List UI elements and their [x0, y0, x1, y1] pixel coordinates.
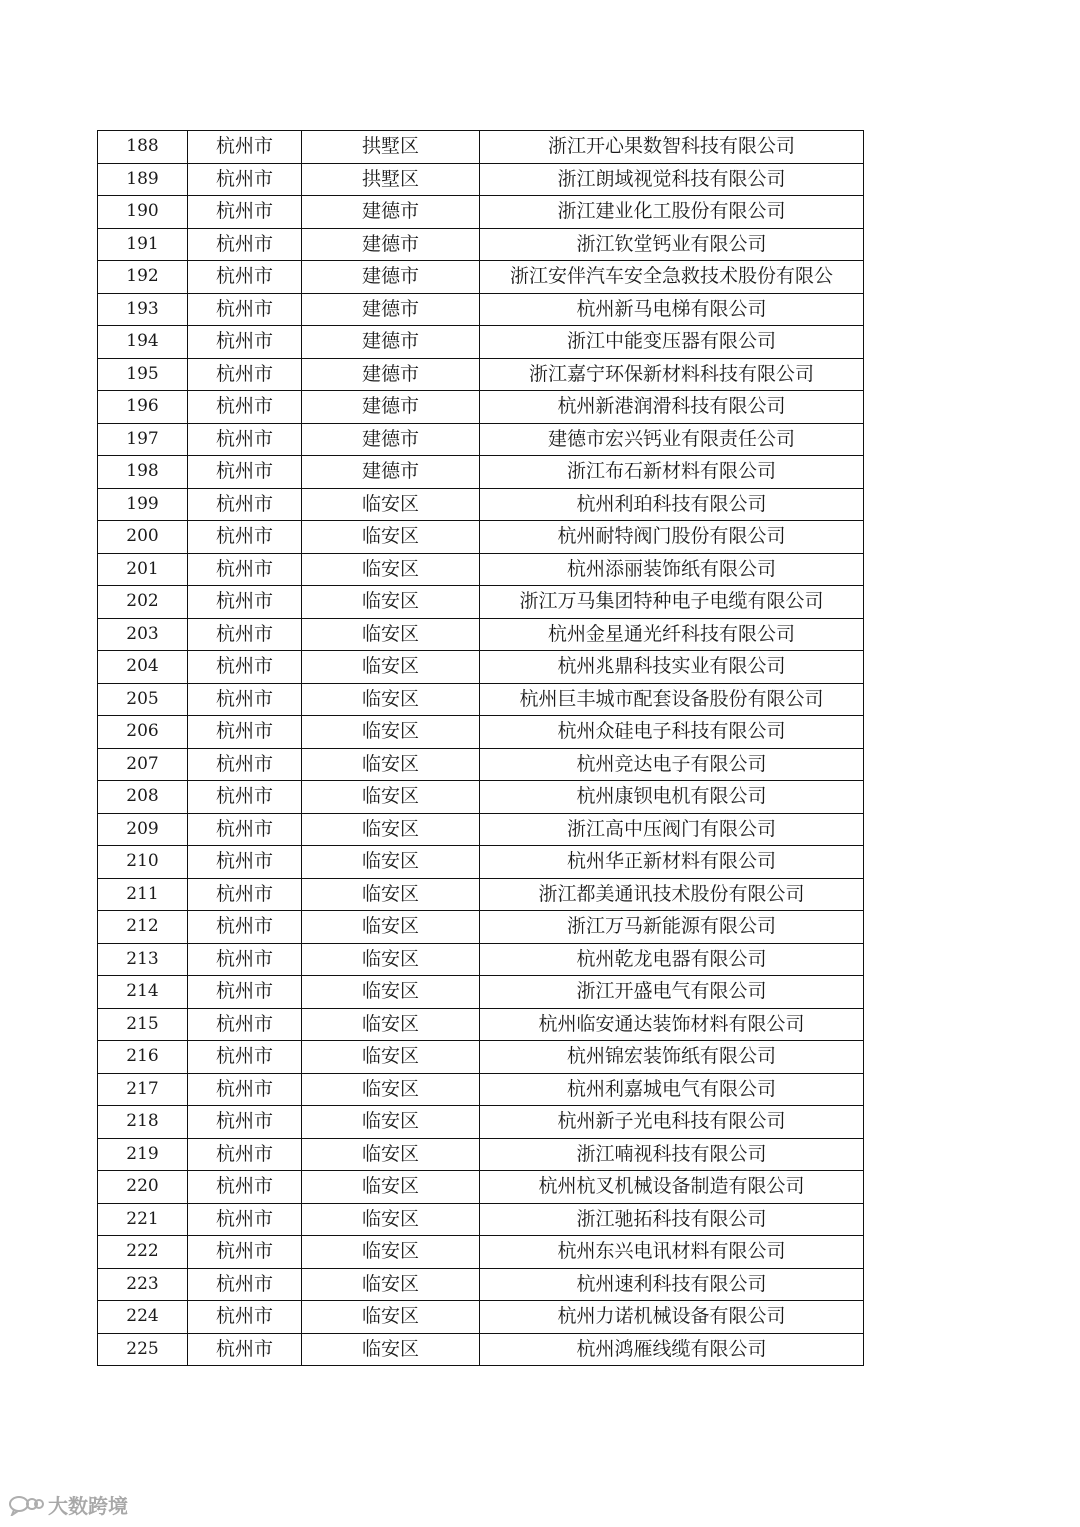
- cell-city: 杭州市: [188, 423, 302, 456]
- cell-district: 临安区: [302, 553, 480, 586]
- cell-city: 杭州市: [188, 456, 302, 489]
- cell-company: 杭州耐特阀门股份有限公司: [480, 521, 864, 554]
- cell-district: 拱墅区: [302, 163, 480, 196]
- table-row: [98, 618, 864, 651]
- cell-company: 杭州利珀科技有限公司: [480, 488, 864, 521]
- cell-city: 杭州市: [188, 1073, 302, 1106]
- table-row: [98, 976, 864, 1009]
- cell-city: 杭州市: [188, 1008, 302, 1041]
- table-row: [98, 163, 864, 196]
- cell-number: 214: [98, 976, 188, 1009]
- watermark: [8, 1490, 128, 1519]
- cell-number: 207: [98, 748, 188, 781]
- company-list-table-wrapper: [97, 130, 863, 1366]
- cell-city: 杭州市: [188, 1171, 302, 1204]
- table-row: [98, 488, 864, 521]
- cell-company: 浙江高中压阀门有限公司: [480, 813, 864, 846]
- cell-city: 杭州市: [188, 586, 302, 619]
- cell-number: 190: [98, 196, 188, 229]
- cell-number: 215: [98, 1008, 188, 1041]
- cell-number: 212: [98, 911, 188, 944]
- cell-district: 建德市: [302, 391, 480, 424]
- table-row: [98, 586, 864, 619]
- cell-company: 浙江安伴汽车安全急救技术股份有限公: [480, 261, 864, 294]
- table-row: [98, 293, 864, 326]
- cell-company: 浙江都美通讯技术股份有限公司: [480, 878, 864, 911]
- cell-number: 191: [98, 228, 188, 261]
- cell-district: 临安区: [302, 1268, 480, 1301]
- cell-company: 杭州新马电梯有限公司: [480, 293, 864, 326]
- cell-number: 199: [98, 488, 188, 521]
- table-row: [98, 911, 864, 944]
- cell-district: 临安区: [302, 651, 480, 684]
- cell-district: 拱墅区: [302, 131, 480, 164]
- cell-district: 临安区: [302, 1236, 480, 1269]
- cell-company: 浙江开心果数智科技有限公司: [480, 131, 864, 164]
- table-row: [98, 131, 864, 164]
- cell-district: 临安区: [302, 911, 480, 944]
- cell-company: 杭州乾龙电器有限公司: [480, 943, 864, 976]
- table-row: [98, 716, 864, 749]
- cell-city: 杭州市: [188, 358, 302, 391]
- cell-company: 杭州巨丰城市配套设备股份有限公司: [480, 683, 864, 716]
- cell-city: 杭州市: [188, 943, 302, 976]
- table-row: [98, 1203, 864, 1236]
- cell-company: 杭州力诺机械设备有限公司: [480, 1301, 864, 1334]
- cell-company: 杭州临安通达装饰材料有限公司: [480, 1008, 864, 1041]
- table-row: [98, 456, 864, 489]
- cell-company: 杭州添丽装饰纸有限公司: [480, 553, 864, 586]
- cell-number: 224: [98, 1301, 188, 1334]
- cell-number: 195: [98, 358, 188, 391]
- cell-number: 197: [98, 423, 188, 456]
- table-row: [98, 228, 864, 261]
- table-row: [98, 553, 864, 586]
- cell-district: 临安区: [302, 488, 480, 521]
- cell-company: 杭州金星通光纤科技有限公司: [480, 618, 864, 651]
- cell-number: 218: [98, 1106, 188, 1139]
- cell-district: 建德市: [302, 261, 480, 294]
- cell-city: 杭州市: [188, 1301, 302, 1334]
- table-row: [98, 1138, 864, 1171]
- cell-number: 193: [98, 293, 188, 326]
- table-row: [98, 1236, 864, 1269]
- cell-company: 杭州新子光电科技有限公司: [480, 1106, 864, 1139]
- cell-number: 221: [98, 1203, 188, 1236]
- cell-number: 225: [98, 1333, 188, 1366]
- table-body: [98, 131, 864, 1366]
- company-list-table: [97, 130, 864, 1366]
- cell-company: 杭州新港润滑科技有限公司: [480, 391, 864, 424]
- cell-company: 浙江中能变压器有限公司: [480, 326, 864, 359]
- cell-city: 杭州市: [188, 131, 302, 164]
- cell-number: 202: [98, 586, 188, 619]
- cell-district: 临安区: [302, 1203, 480, 1236]
- table-row: [98, 326, 864, 359]
- cell-number: 194: [98, 326, 188, 359]
- cell-company: 浙江建业化工股份有限公司: [480, 196, 864, 229]
- table-row: [98, 1171, 864, 1204]
- cell-city: 杭州市: [188, 683, 302, 716]
- table-row: [98, 683, 864, 716]
- table-row: [98, 651, 864, 684]
- table-row: [98, 391, 864, 424]
- cell-city: 杭州市: [188, 1041, 302, 1074]
- cell-city: 杭州市: [188, 1203, 302, 1236]
- cell-city: 杭州市: [188, 391, 302, 424]
- cell-company: 浙江布石新材料有限公司: [480, 456, 864, 489]
- cell-district: 建德市: [302, 456, 480, 489]
- table-row: [98, 748, 864, 781]
- cell-number: 220: [98, 1171, 188, 1204]
- cell-company: 杭州东兴电讯材料有限公司: [480, 1236, 864, 1269]
- table-row: [98, 1301, 864, 1334]
- cell-city: 杭州市: [188, 651, 302, 684]
- table-row: [98, 781, 864, 814]
- cell-company: 杭州鸿雁线缆有限公司: [480, 1333, 864, 1366]
- table-row: [98, 521, 864, 554]
- cell-city: 杭州市: [188, 976, 302, 1009]
- cell-district: 建德市: [302, 326, 480, 359]
- cell-city: 杭州市: [188, 1138, 302, 1171]
- cell-company: 建德市宏兴钙业有限责任公司: [480, 423, 864, 456]
- cell-company: 杭州众硅电子科技有限公司: [480, 716, 864, 749]
- cell-number: 198: [98, 456, 188, 489]
- table-row: [98, 1073, 864, 1106]
- cell-district: 临安区: [302, 878, 480, 911]
- cell-company: 浙江嘉宁环保新材料科技有限公司: [480, 358, 864, 391]
- table-row: [98, 261, 864, 294]
- cell-number: 204: [98, 651, 188, 684]
- cell-number: 213: [98, 943, 188, 976]
- cell-company: 杭州速利科技有限公司: [480, 1268, 864, 1301]
- cell-city: 杭州市: [188, 748, 302, 781]
- cell-company: 杭州锦宏装饰纸有限公司: [480, 1041, 864, 1074]
- table-row: [98, 943, 864, 976]
- cell-number: 189: [98, 163, 188, 196]
- cell-company: 浙江钦堂钙业有限公司: [480, 228, 864, 261]
- cell-city: 杭州市: [188, 196, 302, 229]
- cell-city: 杭州市: [188, 911, 302, 944]
- cell-city: 杭州市: [188, 488, 302, 521]
- cell-city: 杭州市: [188, 813, 302, 846]
- cell-city: 杭州市: [188, 1268, 302, 1301]
- cell-number: 201: [98, 553, 188, 586]
- cell-city: 杭州市: [188, 846, 302, 879]
- cell-number: 200: [98, 521, 188, 554]
- cell-number: 219: [98, 1138, 188, 1171]
- cell-district: 建德市: [302, 423, 480, 456]
- cell-district: 临安区: [302, 521, 480, 554]
- cell-city: 杭州市: [188, 878, 302, 911]
- cell-number: 211: [98, 878, 188, 911]
- table-row: [98, 423, 864, 456]
- cell-number: 209: [98, 813, 188, 846]
- cell-district: 临安区: [302, 1008, 480, 1041]
- cell-district: 建德市: [302, 228, 480, 261]
- cell-district: 临安区: [302, 618, 480, 651]
- cell-company: 杭州康钡电机有限公司: [480, 781, 864, 814]
- cell-company: 浙江朗域视觉科技有限公司: [480, 163, 864, 196]
- cell-district: 临安区: [302, 1073, 480, 1106]
- table-row: [98, 846, 864, 879]
- cell-district: 临安区: [302, 976, 480, 1009]
- cell-district: 临安区: [302, 1138, 480, 1171]
- cell-district: 临安区: [302, 943, 480, 976]
- table-row: [98, 813, 864, 846]
- table-row: [98, 1268, 864, 1301]
- cell-company: 浙江驰拓科技有限公司: [480, 1203, 864, 1236]
- cell-district: 临安区: [302, 586, 480, 619]
- cell-city: 杭州市: [188, 716, 302, 749]
- cell-company: 浙江万马新能源有限公司: [480, 911, 864, 944]
- cell-district: 临安区: [302, 781, 480, 814]
- cell-district: 临安区: [302, 813, 480, 846]
- cell-company: 杭州杭叉机械设备制造有限公司: [480, 1171, 864, 1204]
- cell-district: 临安区: [302, 683, 480, 716]
- cell-number: 203: [98, 618, 188, 651]
- cell-city: 杭州市: [188, 1333, 302, 1366]
- cell-number: 223: [98, 1268, 188, 1301]
- cell-number: 192: [98, 261, 188, 294]
- cell-district: 临安区: [302, 716, 480, 749]
- cell-city: 杭州市: [188, 1236, 302, 1269]
- table-row: [98, 1106, 864, 1139]
- cell-city: 杭州市: [188, 553, 302, 586]
- cell-district: 临安区: [302, 1333, 480, 1366]
- cell-district: 临安区: [302, 1041, 480, 1074]
- cell-number: 222: [98, 1236, 188, 1269]
- cell-number: 208: [98, 781, 188, 814]
- cell-company: 杭州兆鼎科技实业有限公司: [480, 651, 864, 684]
- cell-city: 杭州市: [188, 163, 302, 196]
- table-row: [98, 1041, 864, 1074]
- cell-district: 临安区: [302, 748, 480, 781]
- cell-number: 205: [98, 683, 188, 716]
- table-row: [98, 196, 864, 229]
- cell-city: 杭州市: [188, 521, 302, 554]
- cell-district: 临安区: [302, 1171, 480, 1204]
- cell-district: 建德市: [302, 293, 480, 326]
- cell-city: 杭州市: [188, 781, 302, 814]
- cell-city: 杭州市: [188, 228, 302, 261]
- cell-city: 杭州市: [188, 293, 302, 326]
- cell-city: 杭州市: [188, 1106, 302, 1139]
- table-row: [98, 358, 864, 391]
- cell-district: 临安区: [302, 1301, 480, 1334]
- table-row: [98, 1008, 864, 1041]
- cell-company: 浙江开盛电气有限公司: [480, 976, 864, 1009]
- cell-city: 杭州市: [188, 618, 302, 651]
- cell-number: 217: [98, 1073, 188, 1106]
- cell-company: 杭州竞达电子有限公司: [480, 748, 864, 781]
- cell-city: 杭州市: [188, 326, 302, 359]
- cell-district: 临安区: [302, 846, 480, 879]
- cell-number: 206: [98, 716, 188, 749]
- cell-company: 杭州利嘉城电气有限公司: [480, 1073, 864, 1106]
- table-row: [98, 1333, 864, 1366]
- cell-company: 浙江喃视科技有限公司: [480, 1138, 864, 1171]
- chat-bubble-logo-icon: [8, 1494, 44, 1516]
- cell-district: 建德市: [302, 358, 480, 391]
- cell-district: 临安区: [302, 1106, 480, 1139]
- cell-district: 建德市: [302, 196, 480, 229]
- cell-number: 188: [98, 131, 188, 164]
- table-row: [98, 878, 864, 911]
- cell-number: 210: [98, 846, 188, 879]
- cell-number: 196: [98, 391, 188, 424]
- cell-company: 杭州华正新材料有限公司: [480, 846, 864, 879]
- cell-company: 浙江万马集团特种电子电缆有限公司: [480, 586, 864, 619]
- cell-number: 216: [98, 1041, 188, 1074]
- cell-city: 杭州市: [188, 261, 302, 294]
- watermark-text: 大数跨境: [48, 1494, 128, 1518]
